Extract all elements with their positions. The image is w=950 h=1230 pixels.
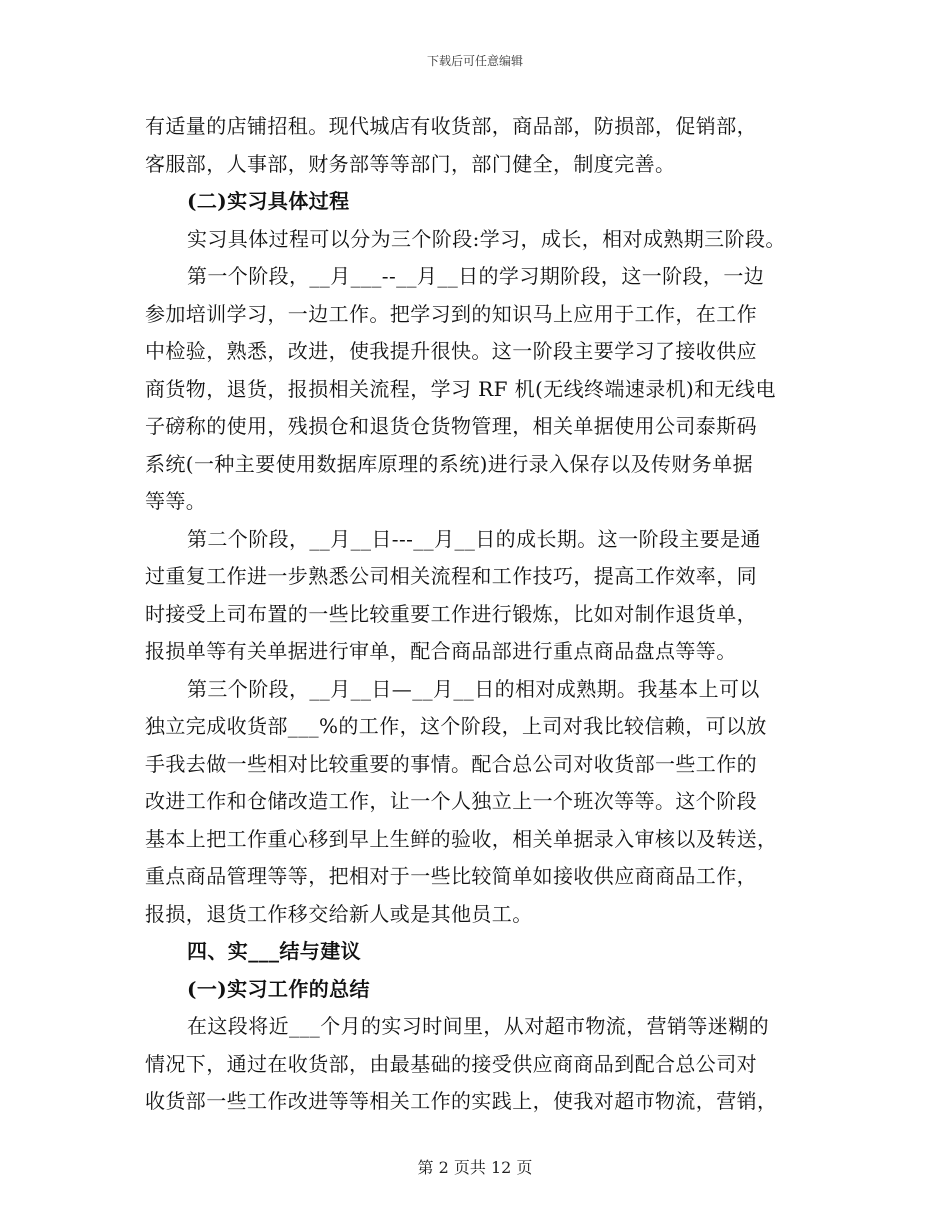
paragraph-line: 商货物，退货，报损相关流程，学习 RF 机(无线终端速录机)和无线电 [145,376,776,401]
paragraph-line: 在这段将近___个月的实习时间里，从对超市物流，营销等迷糊的 [187,1014,769,1038]
paragraph-line: 改进工作和仓储改造工作，让一个人独立上一个班次等等。这个阶段 [145,789,757,813]
paragraph-line: 中检验，熟悉，改进，使我提升很快。这一阶段主要学习了接收供应 [145,339,757,363]
paragraph-line: 手我去做一些相对比较重要的事情。配合总公司对收货部一些工作的 [145,751,757,776]
paragraph-line: 时接受上司布置的一些比较重要工作进行锻炼，比如对制作退货单， [145,601,757,626]
paragraph-line: 有适量的店铺招租。现代城店有收货部，商品部，防损部，促销部， [145,114,757,138]
section-heading: (一)实习工作的总结 [187,976,370,1001]
paragraph-line: 第一个阶段，__月___--__月__日的学习期阶段，这一阶段，一边 [187,264,765,288]
paragraph-line: 实习具体过程可以分为三个阶段:学习，成长，相对成熟期三阶段。 [187,226,786,251]
section-heading: (二)实习具体过程 [187,189,350,213]
paragraph-line: 系统(一种主要使用数据库原理的系统)进行录入保存以及传财务单据 [145,451,754,476]
paragraph-line: 基本上把工作重心移到早上生鲜的验收，相关单据录入审核以及转送， [145,826,778,851]
paragraph-line: 报损，退货工作移交给新人或是其他员工。 [145,901,533,926]
paragraph-line: 情况下，通过在收货部，由最基础的接受供应商商品到配合总公司对 [145,1051,757,1076]
page-header: 下载后可任意编辑 [426,54,523,68]
paragraph-line: 客服部，人事部，财务部等等部门，部门健全，制度完善。 [145,151,676,176]
paragraph-line: 独立完成收货部___%的工作，这个阶段，上司对我比较信赖，可以放 [145,714,767,738]
paragraph-line: 重点商品管理等等，把相对于一些比较简单如接收供应商商品工作， [145,864,757,888]
paragraph-line: 子磅称的使用，残损仓和退货仓货物管理，相关单据使用公司泰斯码 [145,414,757,438]
paragraph-line: 参加培训学习，一边工作。把学习到的知识马上应用于工作，在工作 [145,301,757,326]
section-heading: 四、实___结与建议 [187,939,361,963]
paragraph-line: 过重复工作进一步熟悉公司相关流程和工作技巧，提高工作效率，同 [145,564,757,588]
paragraph-line: 第二个阶段，__月__日---__月__日的成长期。这一阶段主要是通 [187,526,761,551]
paragraph-line: 收货部一些工作改进等等相关工作的实践上，使我对超市物流，营销， [145,1089,778,1113]
document-body [145,108,825,1121]
paragraph-line: 等等。 [145,489,207,513]
paragraph-line: 报损单等有关单据进行审单，配合商品部进行重点商品盘点等等。 [145,639,737,663]
paragraph-line: 第三个阶段，__月__日—__月__日的相对成熟期。我基本上可以 [187,676,760,701]
page-footer: 第 2 页共 12 页 [417,1158,533,1177]
